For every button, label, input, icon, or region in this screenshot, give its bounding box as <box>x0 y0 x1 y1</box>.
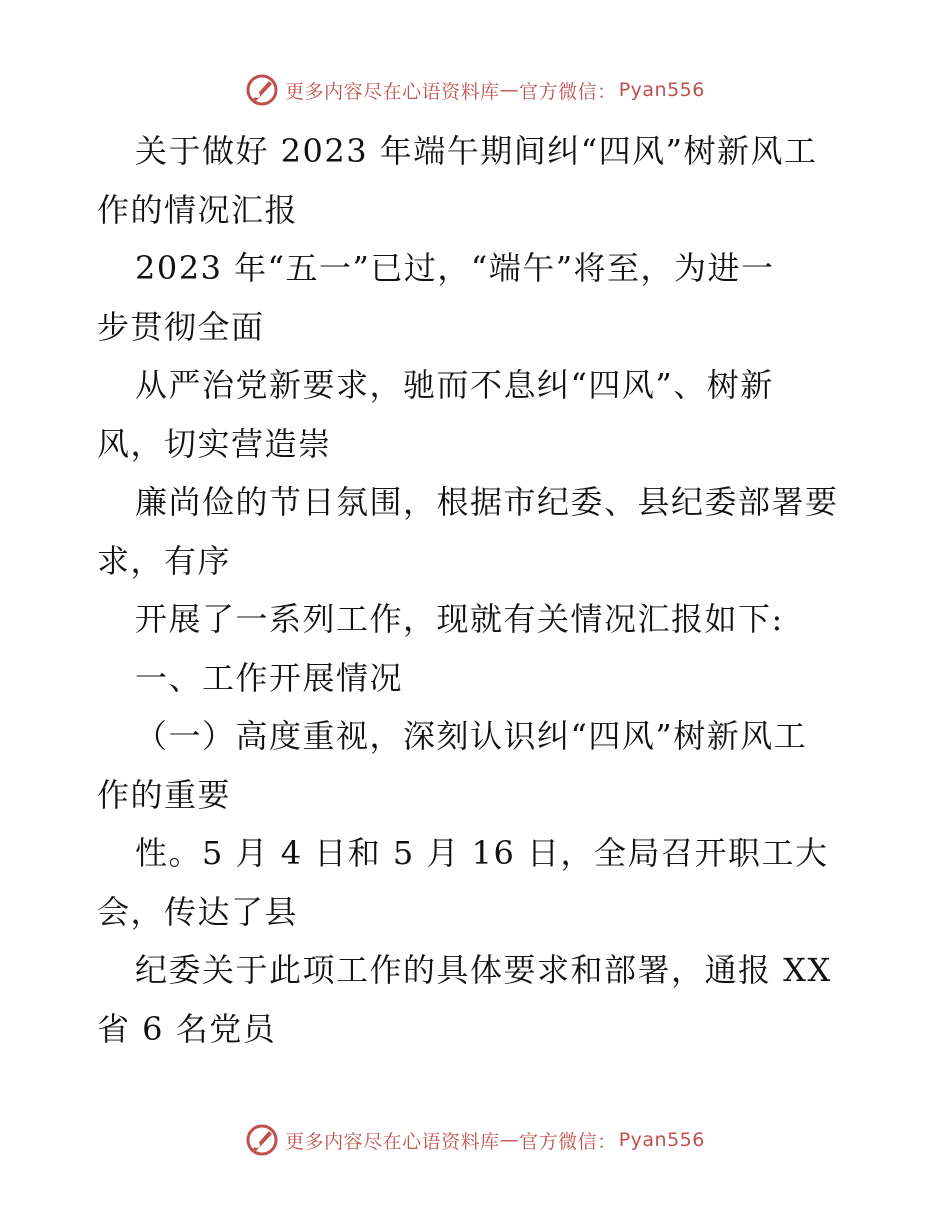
watermark-brand: 更多内容尽在心语资料库 <box>285 1130 500 1153</box>
document-line: 会，传达了县 <box>97 892 299 931</box>
watermark-dash: — <box>499 1129 520 1151</box>
document-body <box>97 122 857 1058</box>
document-line: 求，有序 <box>97 541 232 580</box>
document-line: 性。5 月 4 日和 5 月 16 日，全局召开职工大 <box>135 834 829 872</box>
watermark-wechat-id: Pyan556 <box>618 79 705 101</box>
watermark-wechat-id: Pyan556 <box>618 1129 705 1151</box>
quill-logo-icon <box>245 73 279 107</box>
document-line: 一、工作开展情况 <box>135 658 404 697</box>
watermark-header <box>0 70 950 110</box>
document-line: 关于做好 2023 年端午期间纠“四风”树新风工 <box>135 132 818 170</box>
document-line: 从严治党新要求，驰而不息纠“四风”、树新 <box>135 366 774 404</box>
document-line: 作的情况汇报 <box>97 190 299 229</box>
document-line: 风，切实营造崇 <box>97 424 332 463</box>
watermark-dash: — <box>499 79 520 101</box>
document-line: 作的重要 <box>97 775 232 814</box>
document-line: （一）高度重视，深刻认识纠“四风”树新风工 <box>135 717 808 755</box>
quill-logo-icon <box>245 1123 279 1157</box>
document-line: 步贯彻全面 <box>97 307 265 346</box>
watermark-brand: 更多内容尽在心语资料库 <box>285 80 500 103</box>
document-line: 廉尚俭的节日氛围，根据市纪委、县纪委部署要 <box>135 483 839 521</box>
document-line: 2023 年“五一”已过，“端午”将至，为进一 <box>135 249 775 287</box>
watermark-wechat-label: 官方微信： <box>519 1130 617 1153</box>
watermark-footer <box>0 1120 950 1160</box>
document-line: 开展了一系列工作，现就有关情况汇报如下: <box>135 600 784 638</box>
watermark-wechat-label: 官方微信： <box>519 80 617 103</box>
document-line: 纪委关于此项工作的具体要求和部署，通报 XX <box>135 951 832 989</box>
document-line: 省 6 名党员 <box>97 1009 277 1048</box>
